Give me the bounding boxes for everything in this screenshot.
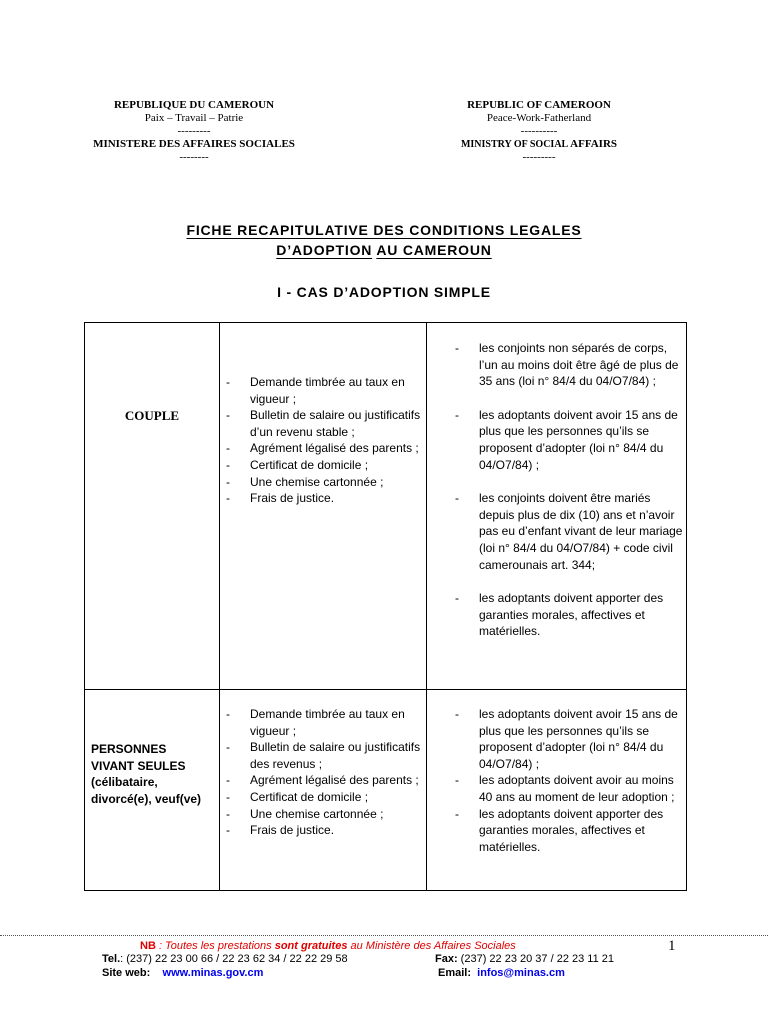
ministry-name-fr: MINISTERE DES AFFAIRES SOCIALES [93,138,295,150]
list-item: - les adoptants doivent apporter des garanties morales, affectives et matérielles. [479,590,686,640]
category-single-persons [91,741,219,807]
tel-label: Tel. [102,953,121,965]
header-right [428,99,650,164]
email-label: Email: [438,967,472,979]
header-left [78,99,310,164]
nb-text: : Toutes les prestations [155,940,275,952]
adoption-conditions-table [84,322,687,891]
email-link[interactable]: infos@minas.cm [477,967,565,979]
list-item: - les adoptants doivent avoir 15 ans de plus que les personnes qu’ils se proposent d’adopter (loi n° 84/4 du 04/O7/84) ; [479,407,686,473]
category-line: VIVANT SEULES [91,758,186,773]
list-item: - Bulletin de salaire ou justificatifs d’un revenu stable ; [250,407,426,440]
list-item: - Demande timbrée au taux en vigueur ; [250,706,426,739]
footer-divider [0,935,768,936]
motto-en: Peace-Work-Fatherland [486,112,592,124]
title-line-2a: D’ADOPTION [276,242,373,258]
documents-cell [220,323,427,690]
conditions-list [427,340,686,640]
ministry-name-en [428,138,650,151]
header-separator: -------- [179,151,209,163]
page-number: 1 [668,938,676,954]
list-item: - Agrément légalisé des parents ; [250,772,426,789]
conditions-list [427,706,686,855]
list-item: - les conjoints doivent être mariés depuis plus de dix (10) ans et n’avoir pas eu d’enfant vivant de leur mariage (loi n° 84/4 du 04/O7/84) + code civil camerounais art. 344; [479,490,686,573]
footer-note [140,939,516,953]
list-item: - Frais de justice. [250,822,426,839]
list-item: - les adoptants doivent apporter des garanties morales, affectives et matérielles. [479,806,686,856]
conditions-cell [427,323,687,690]
fax-value: (237) 22 23 20 37 / 22 23 11 21 [457,953,614,965]
header-separator: ---------- [520,125,558,137]
list-item: - les adoptants doivent avoir au moins 40 ans au moment de leur adoption ; [479,772,686,805]
header-separator: --------- [522,151,556,163]
footer-fax [435,952,614,966]
list-item: - Frais de justice. [250,490,426,507]
list-item: - les conjoints non séparés de corps, l’un au moins doit être âgé de plus de 35 ans (loi n° 84/4 du 04/O7/84) ; [479,340,686,390]
list-item: - Une chemise cartonnée ; [250,474,426,491]
country-name-fr: REPUBLIQUE DU CAMEROUN [113,99,275,111]
category-line: divorcé(e), veuf(ve) [91,791,202,806]
category-line: PERSONNES [91,742,167,756]
nb-emphasis: sont gratuites [274,940,348,952]
category-couple: COUPLE [124,408,180,423]
category-line: (célibataire, [91,775,158,790]
title-line-1: FICHE RECAPITULATIVE DES CONDITIONS LEGALES [186,222,582,238]
fax-label: Fax: [435,953,458,965]
nb-label: NB [140,940,156,952]
document-title [0,222,768,238]
web-label: Site web: [102,967,151,979]
list-item: - Certificat de domicile ; [250,789,426,806]
documents-list [220,706,426,839]
category-cell [85,690,220,891]
list-item: - Une chemise cartonnée ; [250,806,426,823]
list-item: - les adoptants doivent avoir 15 ans de plus que les personnes qu’ils se proposent d’adopter (loi n° 84/4 du 04/O7/84) ; [479,706,686,772]
tel-value: : (237) 22 23 00 66 / 22 23 62 34 / 22 22 29 58 [120,953,348,965]
country-name-en: REPUBLIC OF CAMEROON [467,99,611,111]
footer-website [102,966,263,980]
list-item: - Bulletin de salaire ou justificatifs des revenus ; [250,739,426,772]
motto-fr: Paix – Travail – Patrie [144,112,244,124]
table-row [85,323,687,690]
header-separator: --------- [177,125,211,137]
conditions-cell [427,690,687,891]
list-item: - Certificat de domicile ; [250,457,426,474]
section-title: I - CAS D’ADOPTION SIMPLE [277,284,491,300]
footer-telephone [102,952,348,966]
ministry-name-en-part2: AFFAIRS [570,138,618,150]
list-item: - Agrément légalisé des parents ; [250,440,426,457]
website-link[interactable]: www.minas.gov.cm [162,967,264,979]
list-item: - Demande timbrée au taux en vigueur ; [250,374,426,407]
title-line-2b: AU CAMEROUN [376,242,492,258]
documents-list [220,374,426,507]
category-cell [85,323,220,690]
documents-cell [220,690,427,891]
ministry-name-en-part1: MINISTRY OF SOCIAL [460,139,571,150]
footer-email [438,966,565,980]
document-title-line-2 [0,242,768,258]
nb-text-end: au Ministère des Affaires Sociales [347,940,516,952]
table-row [85,690,687,891]
